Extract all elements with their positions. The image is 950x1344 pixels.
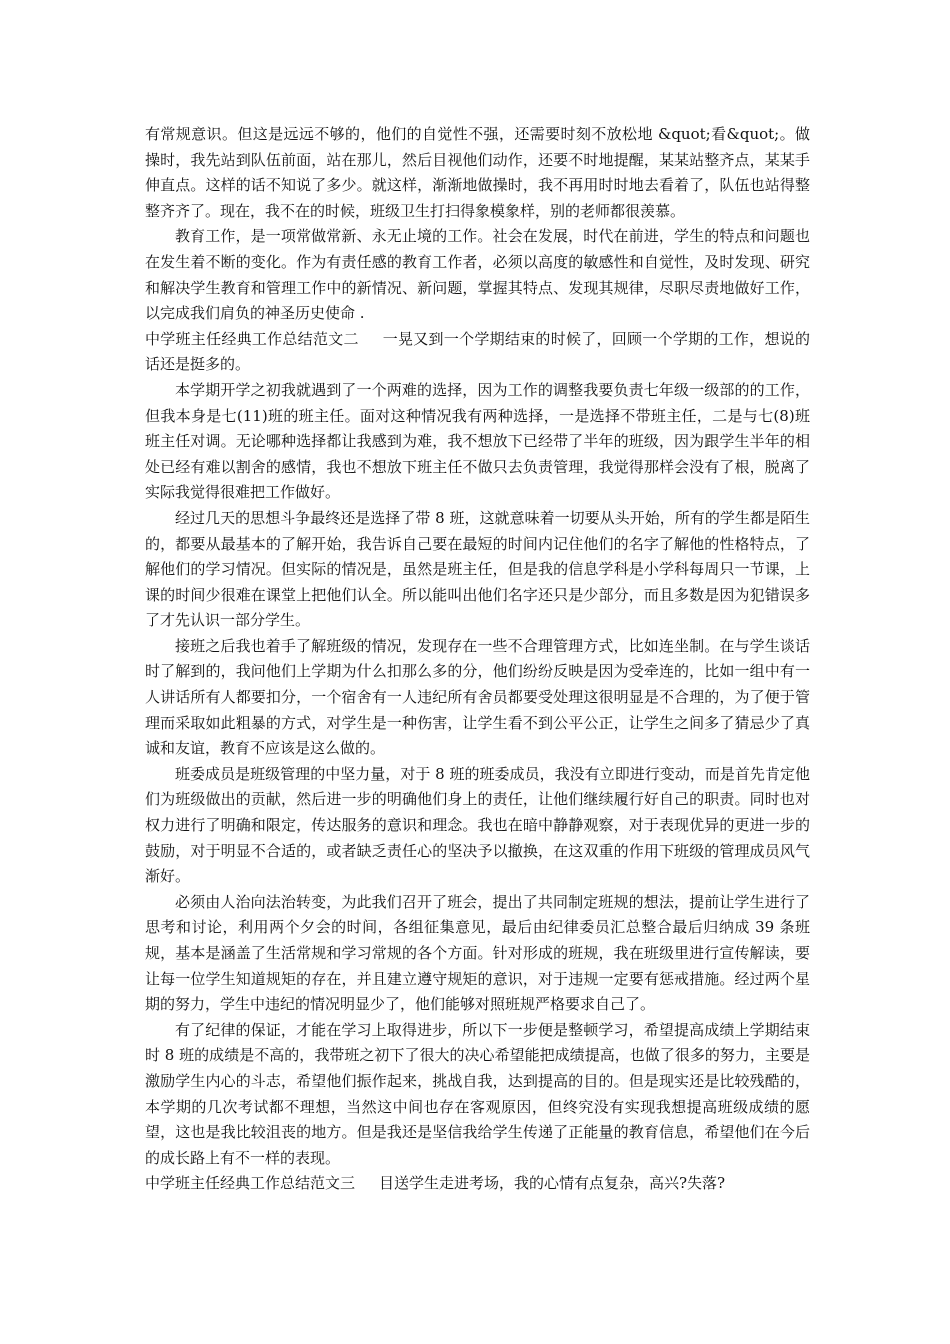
section-two-opening: 一晃又到一个学期结束的时候了，回顾一个学期的工作，想说的话还是挺多的。: [145, 329, 810, 374]
paragraph-2: 教育工作，是一项常做常新、永无止境的工作。社会在发展，时代在前进，学生的特点和问题也在发生着不断的变化。作为有责任感的教育工作者，必须以高度的敏感性和自觉性，及时发现、研究和解决学生教育和管理工作中的新情况、新问题，掌握其特点、发现其规律，尽职尽责地做好工作，以完成我们肩负的神圣历史使命 .: [145, 227, 810, 323]
section-two-line: [145, 327, 810, 378]
paragraph-4: 本学期开学之初我就遇到了一个两难的选择，因为工作的调整我要负责七年级一级部的的工作，但我本身是七(11)班的班主任。面对这种情况我有两种选择，一是选择不带班主任，二是与七(8)班班主任对调。无论哪种选择都让我感到为难，我不想放下已经带了半年的班级，因为跟学生半年的相处已经有难以割舍的感情，我也不想放下班主任不做只去负责管理，我觉得那样会没有了根，脱离了实际我觉得很难把工作做好。: [145, 380, 810, 502]
paragraph-1: 有常规意识。但这是远远不够的，他们的自觉性不强，还需要时刻不放松地 &quot;看&quot;。做操时，我先站到队伍前面，站在那儿，然后目视他们动作，还要不时地提醒，某某站整齐点，某某手伸直点。这样的话不知说了多少。就这样，渐渐地做操时，我不再用时时地去看着了，队伍也站得整整齐齐了。现在，我不在的时候，班级卫生打扫得象模象样，别的老师都很羡慕。: [145, 125, 810, 220]
section-three-opening: 目送学生走进考场，我的心情有点复杂，高兴?失落?: [379, 1174, 726, 1193]
paragraph-9: 有了纪律的保证，才能在学习上取得进步，所以下一步便是整顿学习，希望提高成绩上学期结束时 8 班的成绩是不高的，我带班之初下了很大的决心希望能把成绩提高，也做了很多的努力，主要是激励学生内心的斗志，希望他们振作起来，挑战自我，达到提高的目的。但是现实还是比较残酷的，本学期的几次考试都不理想，当然这中间也存在客观原因，但终究没有实现我想提高班级成绩的愿望，这也是我比较沮丧的地方。但是我还是坚信我给学生传递了正能量的教育信息，希望他们在今后的成长路上有不一样的表现。: [145, 1020, 810, 1167]
paragraph-8: 必须由人治向法治转变，为此我们召开了班会，提出了共同制定班规的想法，提前让学生进行了思考和讨论，利用两个夕会的时间，各组征集意见，最后由纪律委员汇总整合最后归纳成 39 条班规，基本是涵盖了生活常规和学习常规的各个方面。针对形成的班规，我在班级里进行宣传解读，要让每一位学生知道规矩的存在，并且建立遵守规矩的意识，对于违规一定要有惩戒措施。经过两个星期的努力，学生中违纪的情况明显少了，他们能够对照班规严格要求自己了。: [145, 892, 810, 1014]
section-two-title: 中学班主任经典工作总结范文二: [145, 329, 359, 348]
section-three-title: 中学班主任经典工作总结范文三: [145, 1174, 356, 1193]
section-three-line: [145, 1171, 810, 1197]
paragraph-6: 接班之后我也着手了解班级的情况，发现存在一些不合理管理方式，比如连坐制。在与学生谈话时了解到的，我问他们上学期为什么扣那么多的分，他们纷纷反映是因为受牵连的，比如一组中有一人讲话所有人都要扣分，一个宿舍有一人违纪所有舍员都要受处理这很明显是不合理的，为了便于管理而采取如此粗暴的方式，对学生是一种伤害，让学生看不到公平公正，让学生之间多了猜忌少了真诚和友谊，教育不应该是这么做的。: [145, 636, 810, 758]
document-page: [145, 122, 810, 1197]
paragraph-7: 班委成员是班级管理的中坚力量，对于 8 班的班委成员，我没有立即进行变动，而是首先肯定他们为班级做出的贡献，然后进一步的明确他们身上的责任，让他们继续履行好自己的职责。同时也对权力进行了明确和限定，传达服务的意识和理念。我也在暗中静静观察，对于表现优异的更进一步的鼓励，对于明显不合适的，或者缺乏责任心的坚决予以撤换，在这双重的作用下班级的管理成员风气渐好。: [145, 764, 810, 886]
paragraph-5: 经过几天的思想斗争最终还是选择了带 8 班，这就意味着一切要从头开始，所有的学生都是陌生的，都要从最基本的了解开始，我告诉自己要在最短的时间内记住他们的名字了解他的性格特点，了解他们的学习情况。但实际的情况是，虽然是班主任，但是我的信息学科是小学科每周只一节课，上课的时间少很难在课堂上把他们认全。所以能叫出他们名字还只是少部分，而且多数是因为犯错误多了才先认识一部分学生。: [145, 508, 810, 630]
